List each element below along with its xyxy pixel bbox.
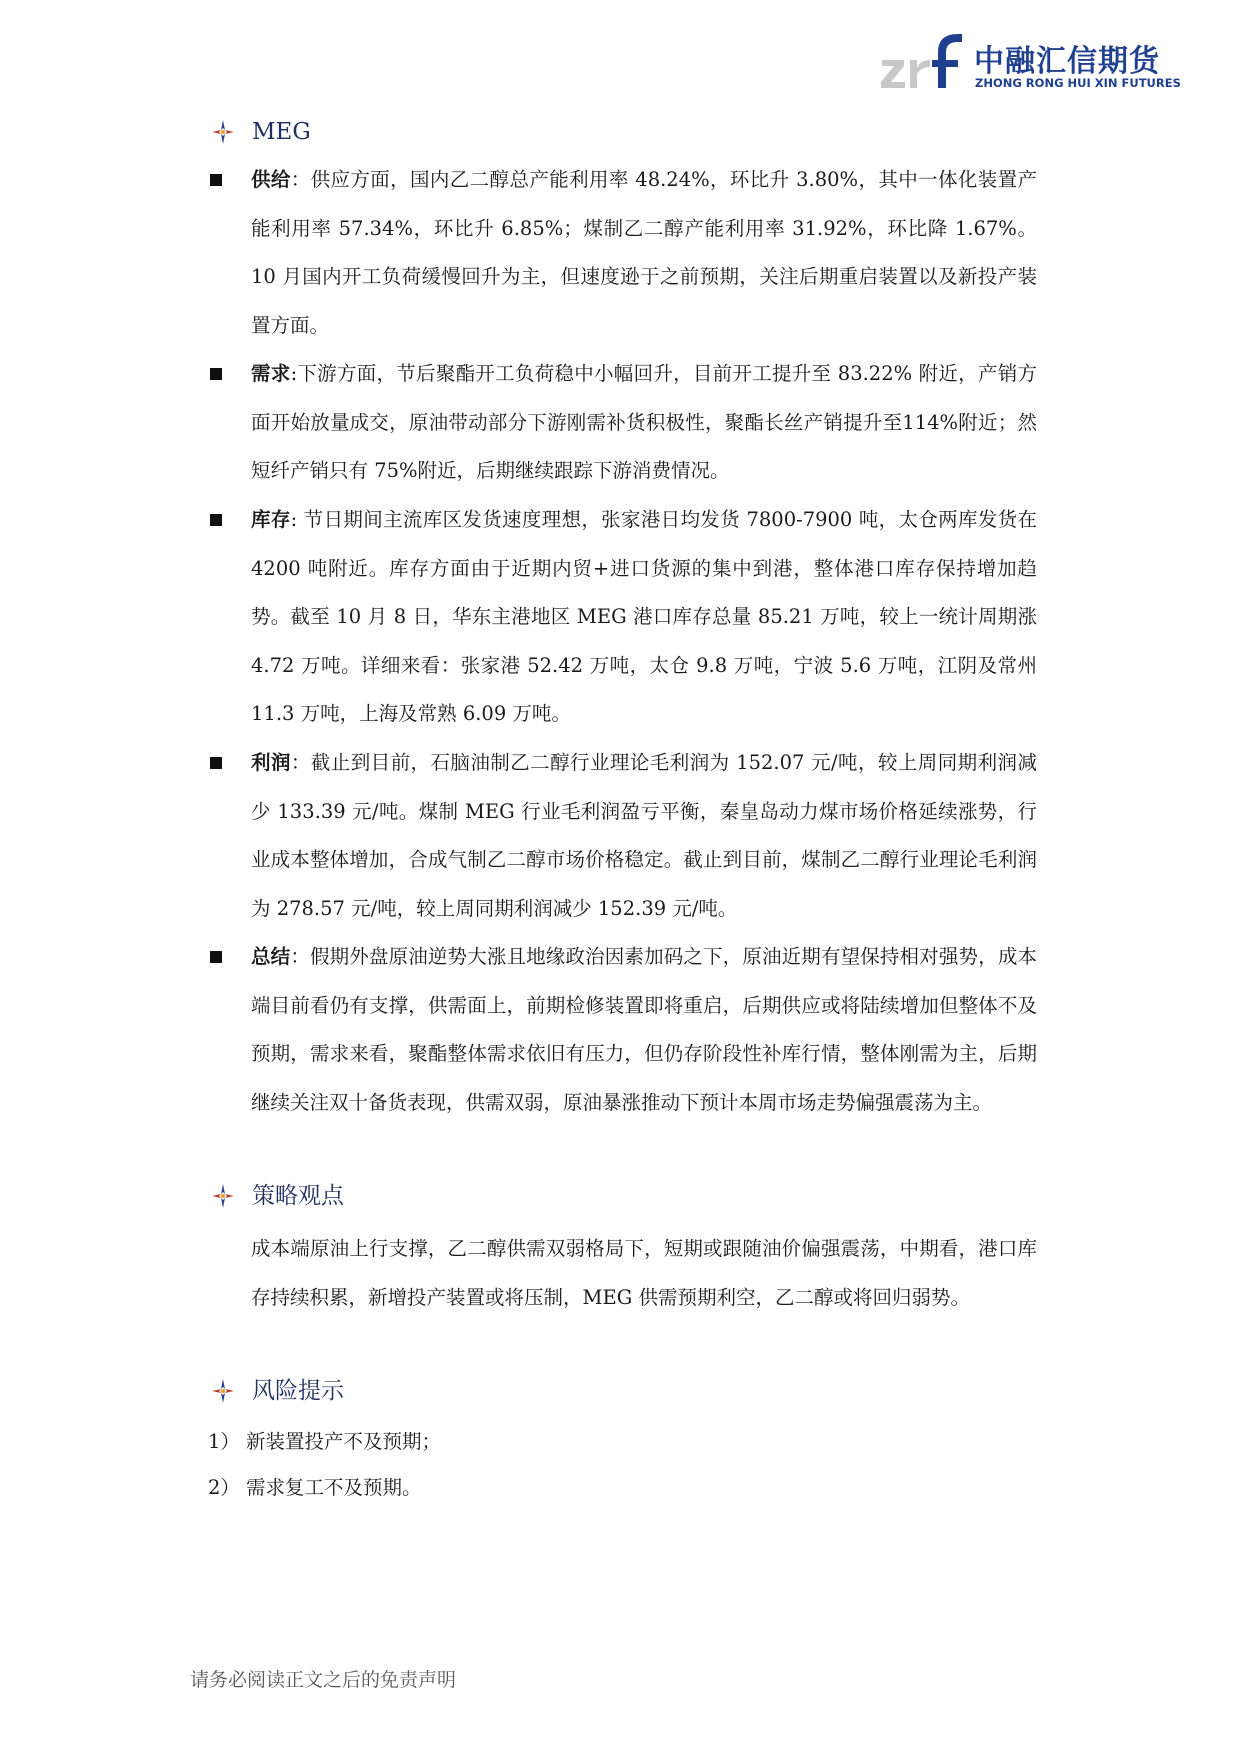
- paragraph-label: 库存: [251, 508, 291, 531]
- arrow-bullet-icon: [210, 1378, 236, 1404]
- risk-list-item: [208, 1473, 422, 1503]
- paragraph-text: ：截止到目前，石脑油制乙二醇行业理论毛利润为 152.07 元/吨，较上周同期利润减少 133.39 元/吨。煤制 MEG 行业毛利润盈亏平衡，秦皇岛动力煤市场价格延续涨势，行业成本整体增加，合成气制乙二醇市场价格稳定。截止到目前，煤制乙二醇行业理论毛利润为 278.57 元/吨，较上周同期利润减少 152.39 元/吨。: [251, 751, 1037, 920]
- paragraph-summary: [251, 933, 1037, 1127]
- paragraph-inventory: [251, 496, 1037, 739]
- paragraph-label: 需求: [251, 362, 291, 385]
- arrow-bullet-icon: [210, 119, 236, 145]
- list-text: 需求复工不及预期。: [246, 1476, 422, 1499]
- bullet-square-icon: [210, 174, 222, 186]
- paragraph-text: :下游方面，节后聚酯开工负荷稳中小幅回升，目前开工提升至 83.22% 附近，产销方面开始放量成交，原油带动部分下游刚需补货积极性，聚酯长丝产销提升至114%附近；然短纤产销只有 75%附近，后期继续跟踪下游消费情况。: [251, 362, 1037, 483]
- paragraph-label: 供给: [251, 168, 291, 191]
- paragraph-supply: [251, 156, 1037, 350]
- paragraph-text: ：供应方面，国内乙二醇总产能利用率 48.24%，环比升 3.80%，其中一体化装置产能利用率 57.34%，环比升 6.85%；煤制乙二醇产能利用率 31.92%，环比降 1.67%。10 月国内开工负荷缓慢回升为主，但速度逊于之前预期，关注后期重启装置以及新投产装置方面。: [251, 168, 1037, 337]
- paragraph-text: : 节日期间主流库区发货速度理想，张家港日均发货 7800-7900 吨，太仓两库发货在 4200 吨附近。库存方面由于近期内贸+进口货源的集中到港，整体港口库存保持增加趋势。截至 10 月 8 日，华东主港地区 MEG 港口库存总量 85.21 万吨，较上一统计周期涨 4.72 万吨。详细来看：张家港 52.42 万吨，太仓 9.8 万吨，宁波 5.6 万吨，江阴及常州 11.3 万吨，上海及常熟 6.09 万吨。: [251, 508, 1037, 726]
- risk-list-item: [208, 1427, 441, 1457]
- section-title: 策略观点: [252, 1183, 344, 1209]
- paragraph-label: 利润: [251, 751, 291, 774]
- list-text: 新装置投产不及预期；: [246, 1430, 442, 1453]
- paragraph-text: ：假期外盘原油逆势大涨且地缘政治因素加码之下，原油近期有望保持相对强势，成本端目前看仍有支撑，供需面上，前期检修装置即将重启，后期供应或将陆续增加但整体不及预期，需求来看，聚酯整体需求依旧有压力，但仍存阶段性补库行情，整体刚需为主，后期继续关注双十备货表现，供需双弱，原油暴涨推动下预计本周市场走势偏强震荡为主。: [251, 945, 1037, 1114]
- paragraph-demand: [251, 350, 1037, 496]
- section-title: MEG: [252, 119, 311, 145]
- paragraph-profit: [251, 739, 1037, 933]
- logo-name-en: ZHONG RONG HUI XIN FUTURES: [975, 76, 1181, 90]
- section-title: 风险提示: [252, 1378, 344, 1404]
- paragraph-label: 总结: [251, 945, 291, 968]
- list-number: 2）: [208, 1476, 240, 1499]
- bullet-square-icon: [210, 514, 222, 526]
- paragraph-strategy: 成本端原油上行支撑，乙二醇供需双弱格局下，短期或跟随油价偏强震荡，中期看，港口库存持续积累，新增投产装置或将压制，MEG 供需预期利空，乙二醇或将回归弱势。: [251, 1237, 1037, 1309]
- bullet-square-icon: [210, 951, 222, 963]
- bullet-square-icon: [210, 368, 222, 380]
- arrow-bullet-icon: [210, 1183, 236, 1209]
- list-number: 1）: [208, 1430, 240, 1453]
- logo-mark-icon: [880, 30, 964, 94]
- logo-name-cn: 中融汇信期货: [974, 44, 1160, 79]
- company-logo: [880, 30, 1180, 94]
- bullet-square-icon: [210, 757, 222, 769]
- disclaimer-footer: 请务必阅读正文之后的免责声明: [190, 1669, 457, 1691]
